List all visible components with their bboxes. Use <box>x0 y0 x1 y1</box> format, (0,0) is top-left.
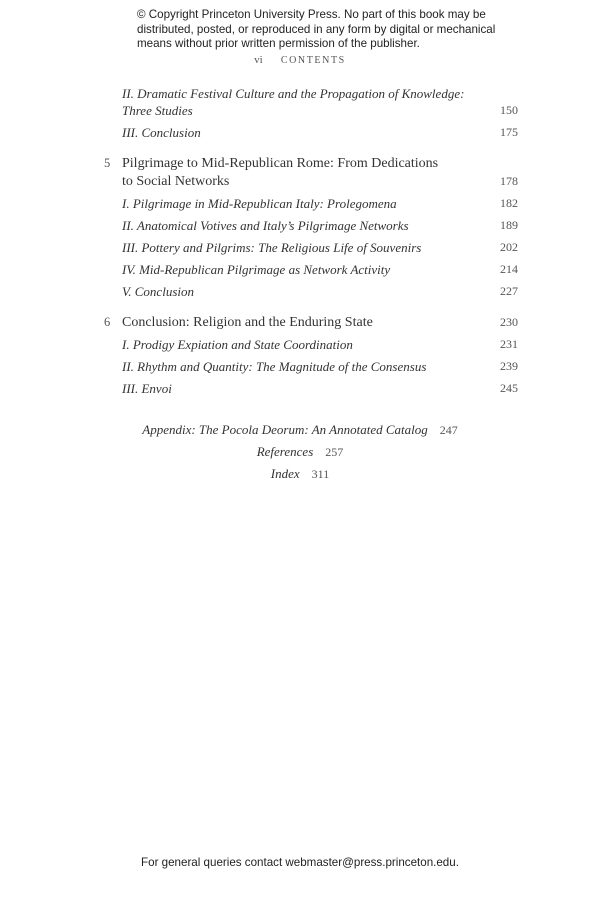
toc-page-number: 202 <box>500 240 518 254</box>
toc-section-title: II. Anatomical Votives and Italy’s Pilgrimage Networks <box>122 218 409 233</box>
toc-back-matter-item[interactable] <box>0 444 600 460</box>
toc-page-number: 245 <box>500 381 518 395</box>
toc-section-title: V. Conclusion <box>122 284 194 299</box>
toc-section-title: III. Pottery and Pilgrims: The Religious Life of Souvenirs <box>122 240 422 255</box>
back-matter-title: References <box>256 444 314 459</box>
toc-page-number: 175 <box>500 125 518 139</box>
toc-page-number: 311 <box>311 467 330 481</box>
running-head <box>0 54 600 66</box>
copyright-line: means without prior written permission of the publisher. <box>137 37 420 51</box>
chapter-number: 6 <box>104 315 111 329</box>
toc-section-title: Three Studies <box>122 103 193 118</box>
toc-page-number: 150 <box>500 103 518 117</box>
toc-page-number: 231 <box>500 337 518 351</box>
copyright-line: © Copyright Princeton University Press. No part of this book may be <box>137 8 486 21</box>
toc-section-title: I. Pilgrimage in Mid-Republican Italy: Prolegomena <box>122 196 397 211</box>
toc-page-number: 182 <box>500 196 518 210</box>
toc-page-number: 239 <box>500 359 518 373</box>
toc-back-matter-item[interactable] <box>0 466 600 482</box>
running-head-title: CONTENTS <box>280 55 346 66</box>
back-matter-title: Index <box>270 466 300 481</box>
chapter-number: 5 <box>104 156 111 170</box>
toc-section-title: IV. Mid-Republican Pilgrimage as Network Activity <box>122 262 391 277</box>
toc-section-title: II. Dramatic Festival Culture and the Propagation of Knowledge: <box>122 86 465 101</box>
toc-page-number: 214 <box>500 262 518 276</box>
copyright-line: distributed, posted, or reproduced in any form by digital or mechanical <box>137 22 496 36</box>
copyright-notice <box>137 8 497 52</box>
chapter-title: Conclusion: Religion and the Enduring State <box>122 315 373 330</box>
toc-page-number: 257 <box>325 445 344 459</box>
toc-section-title: II. Rhythm and Quantity: The Magnitude of the Consensus <box>122 359 427 374</box>
chapter-title: to Social Networks <box>122 174 230 189</box>
toc-section-title: III. Conclusion <box>122 125 201 140</box>
toc-section-title: III. Envoi <box>122 381 172 396</box>
toc-back-matter-item[interactable] <box>0 422 600 438</box>
toc-page-number: 178 <box>500 174 518 188</box>
toc-page-number: 189 <box>500 218 518 232</box>
toc-page-number: 230 <box>500 315 518 329</box>
toc-page-number: 227 <box>500 284 518 298</box>
back-matter-title: Appendix: The Pocola Deorum: An Annotated Catalog <box>142 422 428 437</box>
toc-page-number: 247 <box>439 423 458 437</box>
footer-contact: For general queries contact webmaster@press.princeton.edu. <box>141 856 459 869</box>
page-folio: vi <box>254 54 263 66</box>
toc-section-title: I. Prodigy Expiation and State Coordination <box>122 337 353 352</box>
chapter-title: Pilgrimage to Mid-Republican Rome: From Dedications <box>122 156 439 171</box>
